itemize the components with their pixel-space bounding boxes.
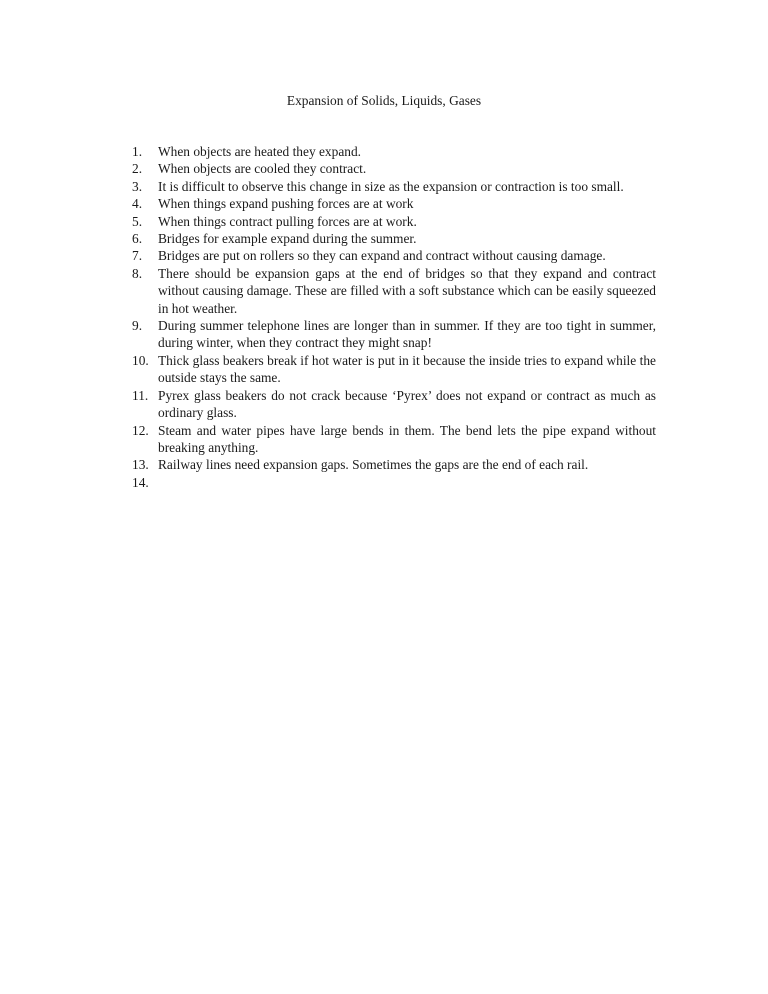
item-number: 13.: [132, 457, 149, 473]
item-text: When objects are heated they expand.: [158, 144, 361, 159]
item-text: [158, 474, 656, 491]
list-item: [132, 213, 656, 230]
item-number: 2.: [132, 161, 143, 177]
item-text: Bridges for example expand during the summer.: [158, 231, 417, 247]
list-item: [132, 317, 656, 352]
item-text: When things expand pushing forces are at work: [158, 196, 414, 212]
item-text: During summer telephone lines are longer than in summer. If they are too tight in summer, during winter, when they contract they might snap!: [158, 318, 656, 351]
item-number: 1.: [132, 144, 143, 159]
item-text: Thick glass beakers break if hot water is put in it because the inside tries to expand while the outside stays the same.: [158, 352, 656, 386]
item-text: When things contract pulling forces are at work.: [158, 213, 417, 229]
item-text: Bridges are put on rollers so they can expand and contract without causing damage.: [158, 248, 606, 264]
list-item: [132, 422, 656, 457]
list-item: [132, 265, 656, 317]
item-number: 3.: [132, 178, 143, 194]
item-number: 6.: [132, 231, 143, 247]
item-text: It is difficult to observe this change in size as the expansion or contraction is too small.: [158, 178, 624, 194]
item-text: When objects are cooled they contract.: [158, 161, 367, 177]
document-title: Expansion of Solids, Liquids, Gases: [286, 93, 482, 108]
item-text: Steam and water pipes have large bends in them. The bend lets the pipe expand without breaking anything.: [158, 422, 656, 455]
list-item: [132, 456, 656, 473]
list-item: [132, 387, 656, 422]
item-number: 10.: [132, 352, 149, 368]
item-text: Railway lines need expansion gaps. Sometimes the gaps are the end of each rail.: [158, 457, 589, 473]
item-number: 5.: [132, 213, 143, 229]
item-number: 4.: [132, 196, 143, 212]
list-item: [132, 352, 656, 387]
item-number: 11.: [132, 387, 149, 403]
item-number: 7.: [132, 248, 143, 264]
item-number: 14.: [132, 474, 149, 490]
item-text: There should be expansion gaps at the end of bridges so that they expand and contract without causing damage. These are filled with a soft substance which can be easily squeezed in hot weather.: [158, 265, 656, 316]
list-item: [132, 474, 656, 491]
list-item: [132, 143, 656, 160]
item-number: 12.: [132, 422, 149, 438]
list-item: [132, 178, 656, 195]
list-item: [132, 160, 656, 177]
numbered-list: [132, 143, 656, 491]
list-item: [132, 195, 656, 212]
item-number: 8.: [132, 265, 143, 281]
item-number: 9.: [132, 318, 143, 334]
item-text: Pyrex glass beakers do not crack because ‘Pyrex’ does not expand or contract as much as ordinary glass.: [158, 387, 656, 421]
list-item: [132, 230, 656, 247]
list-item: [132, 247, 656, 264]
